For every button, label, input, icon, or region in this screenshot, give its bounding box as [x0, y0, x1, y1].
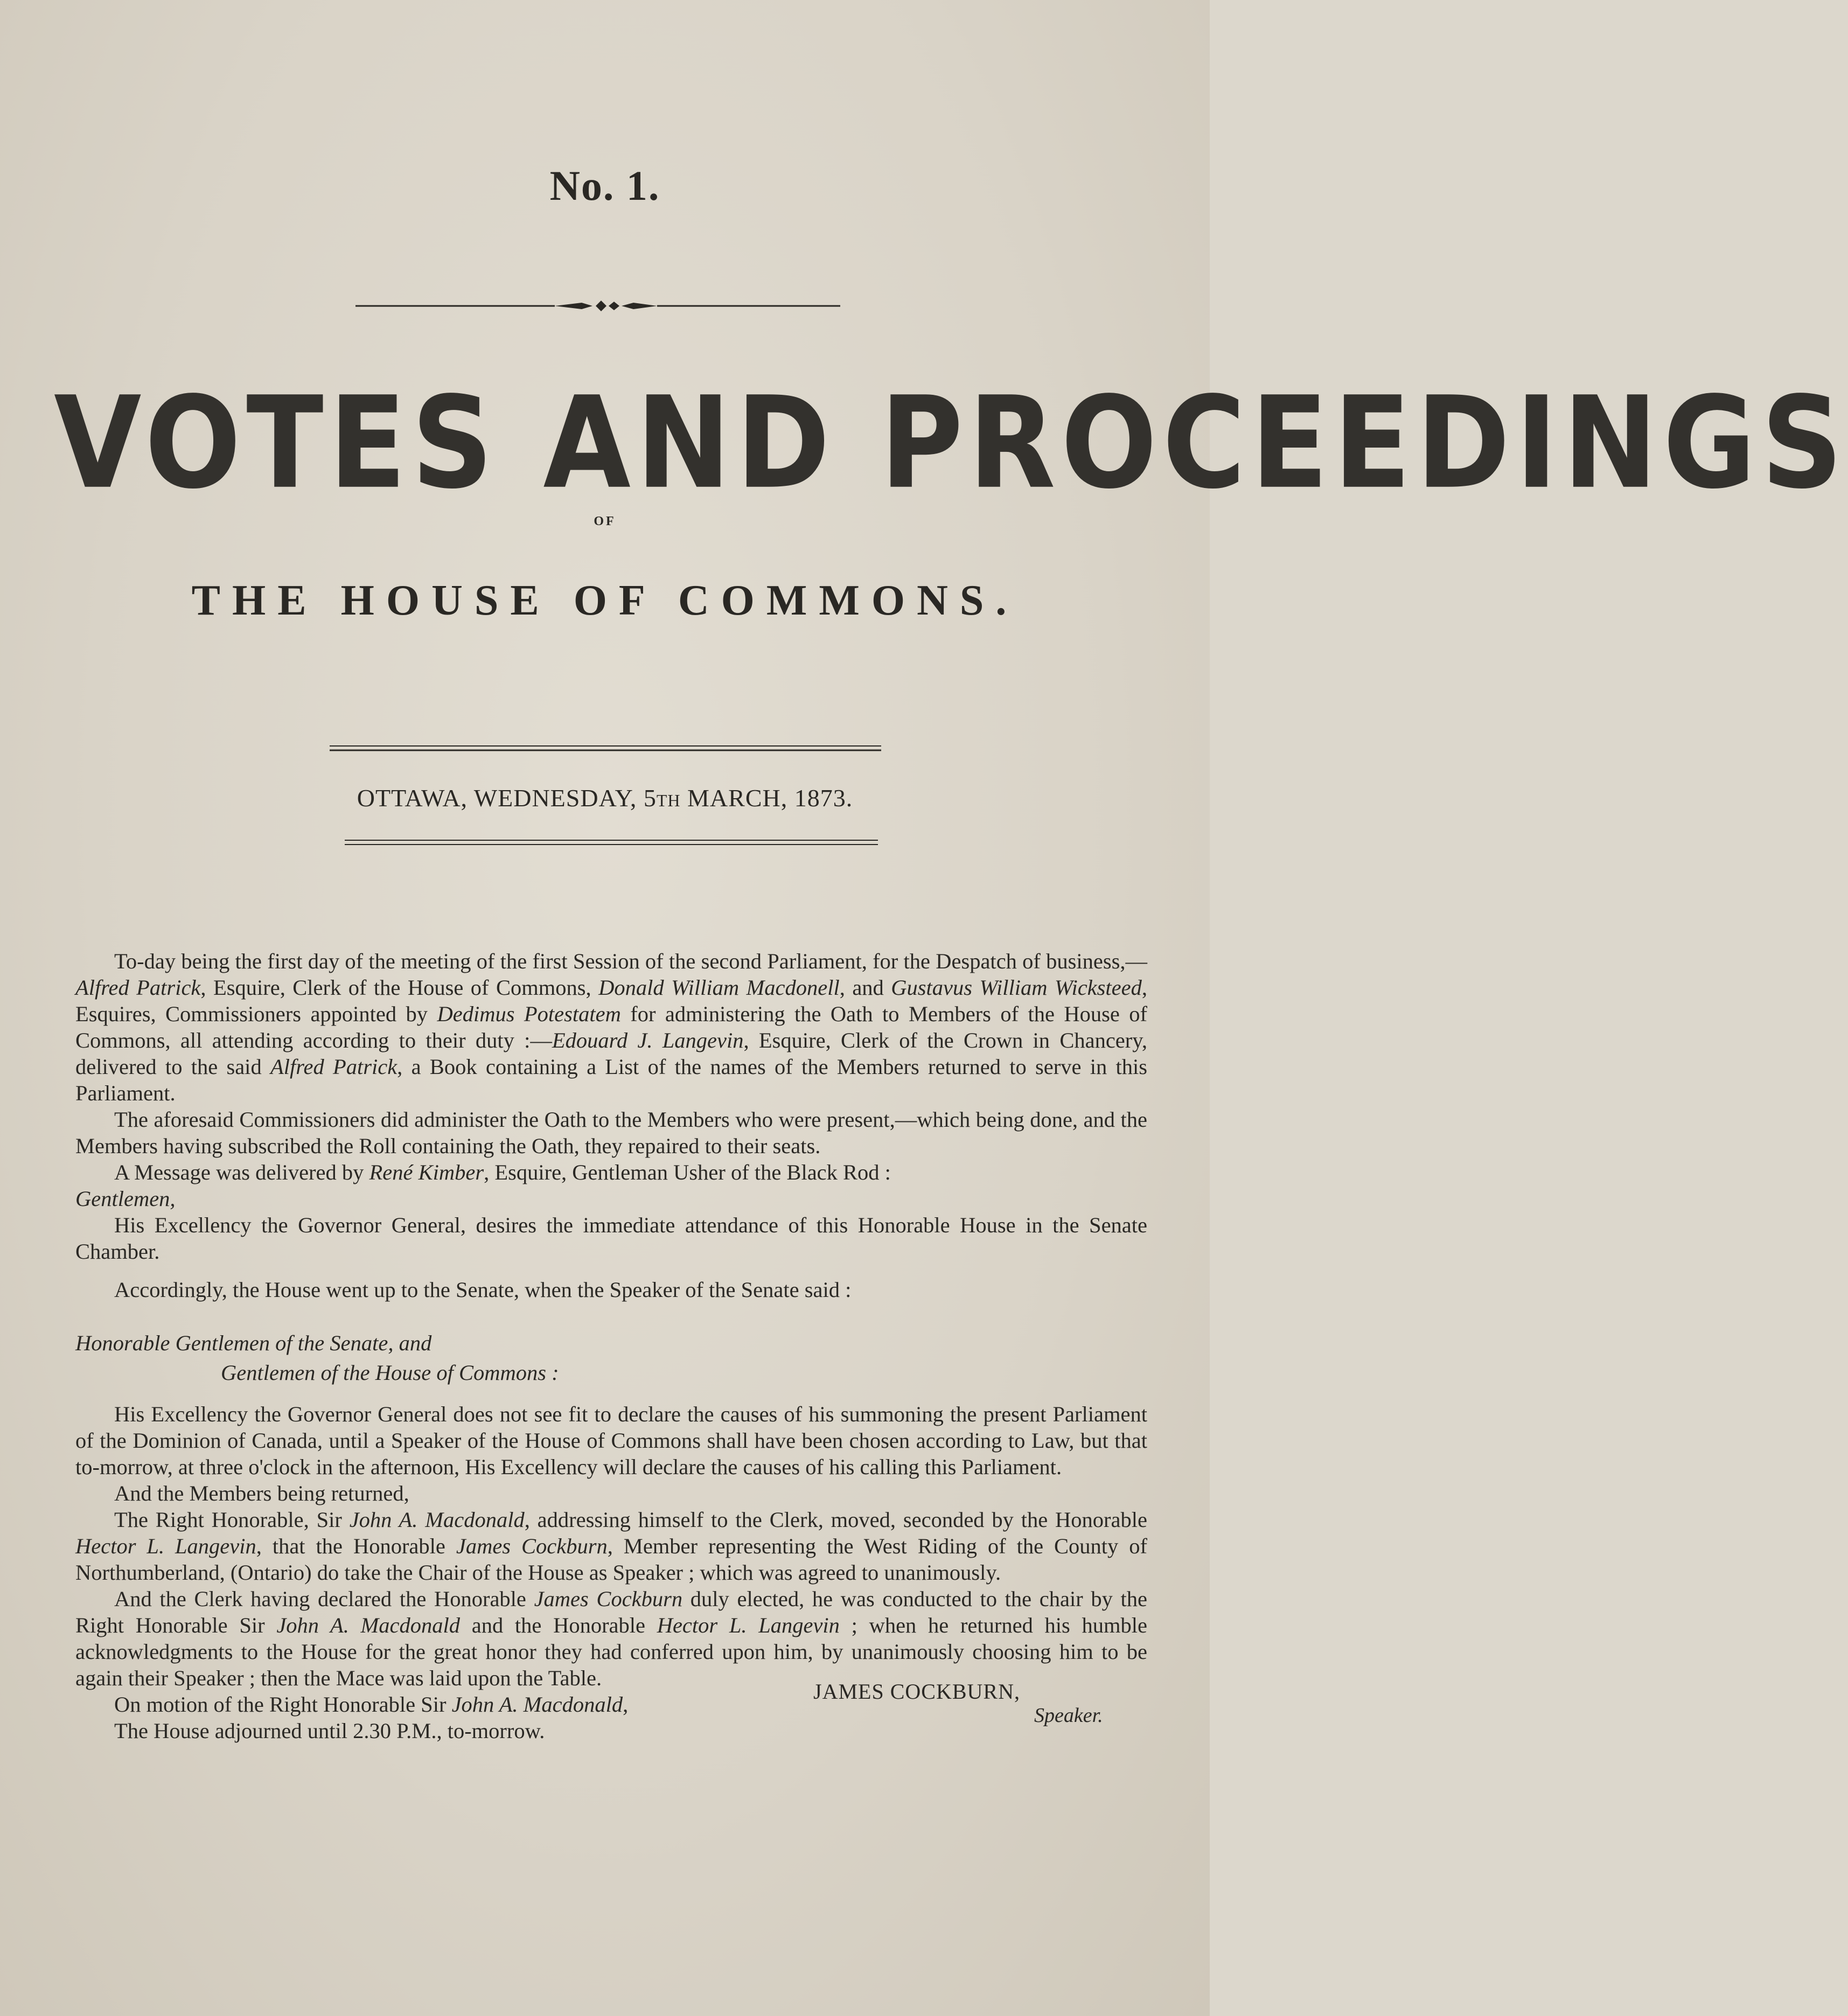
text-run: , Esquires, Commissioners appointed by — [75, 975, 1148, 1026]
italic-name: John A. Macdonald — [276, 1613, 461, 1637]
italic-name: John A. Macdonald — [349, 1508, 525, 1532]
paragraph-motion — [75, 1506, 1147, 1586]
paragraph-summons: His Excellency the Governor General, desires the immediate attendance of this Honorable House in the Senate Chamber. — [75, 1213, 1147, 1264]
text-run: To-day being the first day of the meeting of the first Session of the second Parliament, for the Despatch of business,— — [114, 949, 1147, 973]
date-suffix: MARCH, 1873. — [680, 784, 853, 812]
text-run: , Esquire, Gentleman Usher of the Black Rod : — [484, 1160, 891, 1184]
signature-name: JAMES COCKBURN, — [813, 1679, 1020, 1704]
double-rule-bottom — [345, 835, 878, 851]
paragraph-election — [75, 1586, 1147, 1691]
date-ordinal: TH — [656, 791, 681, 810]
date-line — [0, 784, 1210, 812]
paragraph-message — [75, 1159, 1147, 1185]
text-run: , addressing himself to the Clerk, moved, seconded by the Honorable — [524, 1508, 1147, 1532]
italic-name: Alfred Patrick — [75, 975, 201, 1000]
date-prefix: OTTAWA, WEDNESDAY, 5 — [357, 784, 657, 812]
ornamental-divider — [355, 295, 840, 317]
paragraph-declaration: His Excellency the Governor General does not see fit to declare the causes of his summoning the present Parliament of the Dominion of Canada, until a Speaker of the House of Commons shall have been chosen according to Law, but that to-morrow, at three o'clock in the afternoon, His Excellency will declare the causes of his calling this Parliament. — [75, 1402, 1147, 1479]
text-run: duly elected, he was conducted to the chair by the Right Honorable Sir — [75, 1587, 1147, 1637]
text-run: , Esquire, Clerk of the House of Commons, — [200, 975, 599, 1000]
text-run: The Right Honorable, Sir — [114, 1508, 350, 1532]
italic-name: James Cockburn — [534, 1587, 683, 1611]
text-run: A Message was delivered by — [114, 1160, 369, 1184]
paragraph-oath: The aforesaid Commissioners did administer the Oath to the Members who were present,—which being done, and the Members having subscribed the Roll containing the Oath, they repaired to their seats. — [75, 1107, 1147, 1158]
text-run: , a Book containing a List of the names of the Members returned to serve in this Parliament. — [75, 1055, 1148, 1105]
text-run: , that the Honorable — [256, 1534, 456, 1558]
italic-name: John A. Macdonald — [451, 1692, 623, 1717]
text-run: , and — [839, 975, 891, 1000]
italic-name: Edouard J. Langevin — [552, 1028, 744, 1052]
text-run: and the Honorable — [460, 1613, 657, 1637]
paragraph-adjourn: The House adjourned until 2.30 P.M., to-morrow. — [114, 1719, 545, 1743]
italic-name: Hector L. Langevin — [657, 1613, 840, 1637]
italic-name: Alfred Patrick — [270, 1055, 398, 1079]
double-rule-top — [330, 741, 881, 757]
text-run: , Member representing the West Riding of the County of Northumberland, (Ontario) do take the Chair of the House as Speaker ; which was agreed to unanimously. — [75, 1534, 1147, 1585]
proceedings-body — [75, 948, 1147, 1744]
text-run: , — [623, 1692, 629, 1717]
paragraph-opening — [75, 948, 1147, 1106]
text-run: for administering the Oath to Members of the House of Commons, all attending according to their duty :— — [75, 1002, 1147, 1052]
text-run: , Esquire, Clerk of the Crown in Chancery, delivered to the said — [75, 1028, 1147, 1079]
paragraph-salutation — [75, 1185, 1147, 1212]
italic-name: Hector L. Langevin — [75, 1534, 256, 1558]
paragraph-members-returned: And the Members being returned, — [114, 1481, 409, 1505]
italic-name: Gustavus William Wicksteed — [891, 975, 1142, 1000]
issue-number: No. 1. — [549, 162, 660, 209]
address-line-2: Gentlemen of the House of Commons : — [221, 1361, 559, 1385]
paragraph-senate: Accordingly, the House went up to the Senate, when the Speaker of the Senate said : — [114, 1278, 852, 1302]
text-run: ; when he returned his humble acknowledgments to the House for the great honor they had conferred upon him, by unanimously choosing him to be again their Speaker ; then the Mace was laid upon the Table. — [75, 1613, 1147, 1690]
signature-title: Speaker. — [1034, 1704, 1103, 1727]
title-of: OF — [594, 514, 616, 528]
main-title: VOTES AND PROCEEDINGS — [54, 369, 1848, 517]
text-run: And the Clerk having declared the Honorable — [114, 1587, 534, 1611]
salutation-text: Gentlemen, — [75, 1187, 176, 1211]
italic-name: Donald William Macdonell — [598, 975, 840, 1000]
italic-name: René Kimber — [369, 1160, 484, 1184]
italic-name: James Cockburn — [456, 1534, 608, 1558]
subtitle: THE HOUSE OF COMMONS. — [191, 577, 1019, 624]
italic-name: Dedimus Potestatem — [437, 1002, 621, 1026]
text-run: On motion of the Right Honorable Sir — [114, 1692, 452, 1717]
address-line-1: Honorable Gentlemen of the Senate, and — [75, 1331, 432, 1355]
